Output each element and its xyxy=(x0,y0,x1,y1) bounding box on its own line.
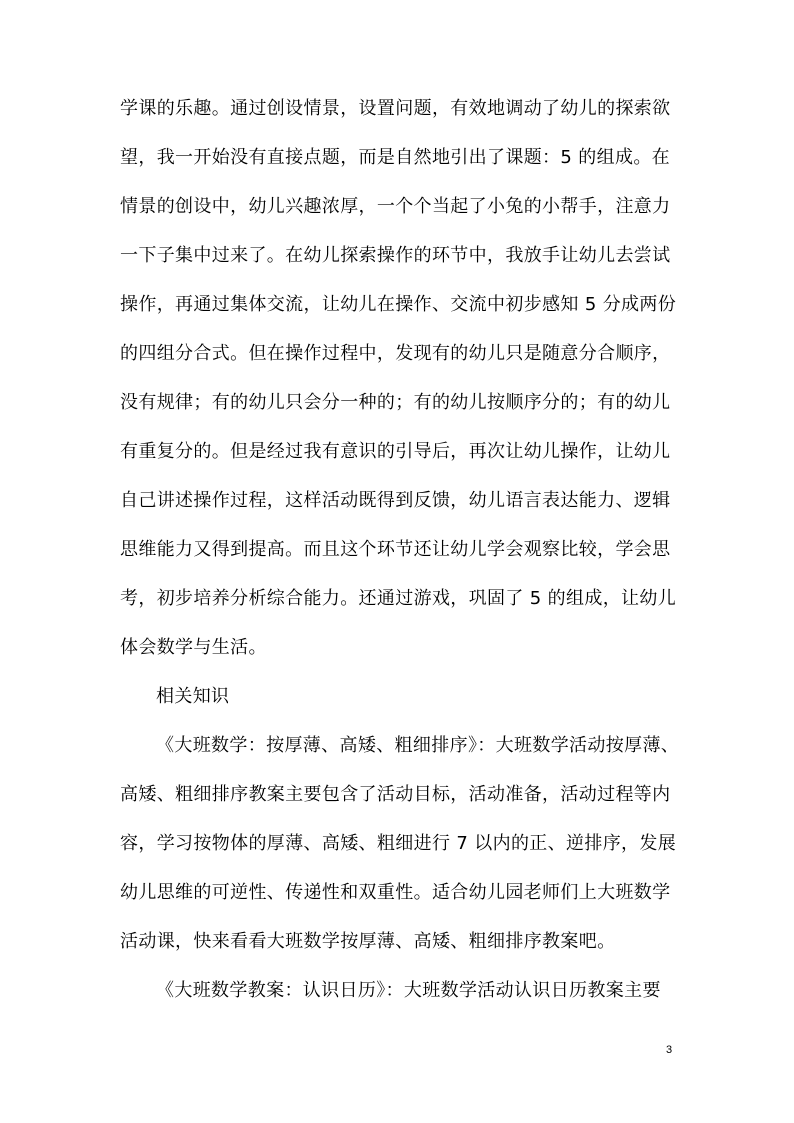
paragraph-line: 有重复分的。但是经过我有意识的引导后，再次让幼儿操作，让幼儿 xyxy=(120,441,671,462)
paragraph-line: 思维能力又得到提高。而且这个环节还让幼儿学会观察比较，学会思 xyxy=(120,539,671,560)
paragraph-line: 操作，再通过集体交流，让幼儿在操作、交流中初步感知 5 分成两份 xyxy=(120,294,677,315)
related-paragraph-line: 高矮、粗细排序教案主要包含了活动目标，活动准备，活动过程等内 xyxy=(120,784,671,805)
paragraph-line: 一下子集中过来了。在幼儿探索操作的环节中，我放手让幼儿去尝试 xyxy=(120,245,671,266)
paragraph-line: 的四组分合式。但在操作过程中，发现有的幼儿只是随意分合顺序， xyxy=(120,343,671,364)
paragraph-line: 望，我一开始没有直接点题，而是自然地引出了课题：5 的组成。在 xyxy=(120,147,671,168)
related-paragraph-line: 活动课，快来看看大班数学按厚薄、高矮、粗细排序教案吧。 xyxy=(120,931,616,952)
related-paragraph-line: 《大班数学：按厚薄、高矮、粗细排序》：大班数学活动按厚薄、 xyxy=(156,735,680,756)
paragraph-line: 考，初步培养分析综合能力。还通过游戏，巩固了 5 的组成，让幼儿 xyxy=(120,588,677,609)
paragraph-line: 体会数学与生活。 xyxy=(120,637,267,658)
related-paragraph-line: 《大班数学教案：认识日历》：大班数学活动认识日历教案主要 xyxy=(156,980,661,1001)
section-heading: 相关知识 xyxy=(156,686,230,707)
paragraph-line: 没有规律；有的幼儿只会分一种的；有的幼儿按顺序分的；有的幼儿 xyxy=(120,392,671,413)
paragraph-line: 学课的乐趣。通过创设情景，设置问题，有效地调动了幼儿的探索欲 xyxy=(120,98,671,119)
page-number: 3 xyxy=(666,1044,673,1056)
paragraph-line: 情景的创设中，幼儿兴趣浓厚，一个个当起了小兔的小帮手，注意力 xyxy=(120,196,671,217)
related-paragraph-line: 容，学习按物体的厚薄、高矮、粗细进行 7 以内的正、逆排序，发展 xyxy=(120,833,677,854)
paragraph-line: 自己讲述操作过程，这样活动既得到反馈，幼儿语言表达能力、逻辑 xyxy=(120,490,671,511)
related-paragraph-line: 幼儿思维的可逆性、传递性和双重性。适合幼儿园老师们上大班数学 xyxy=(120,882,671,903)
